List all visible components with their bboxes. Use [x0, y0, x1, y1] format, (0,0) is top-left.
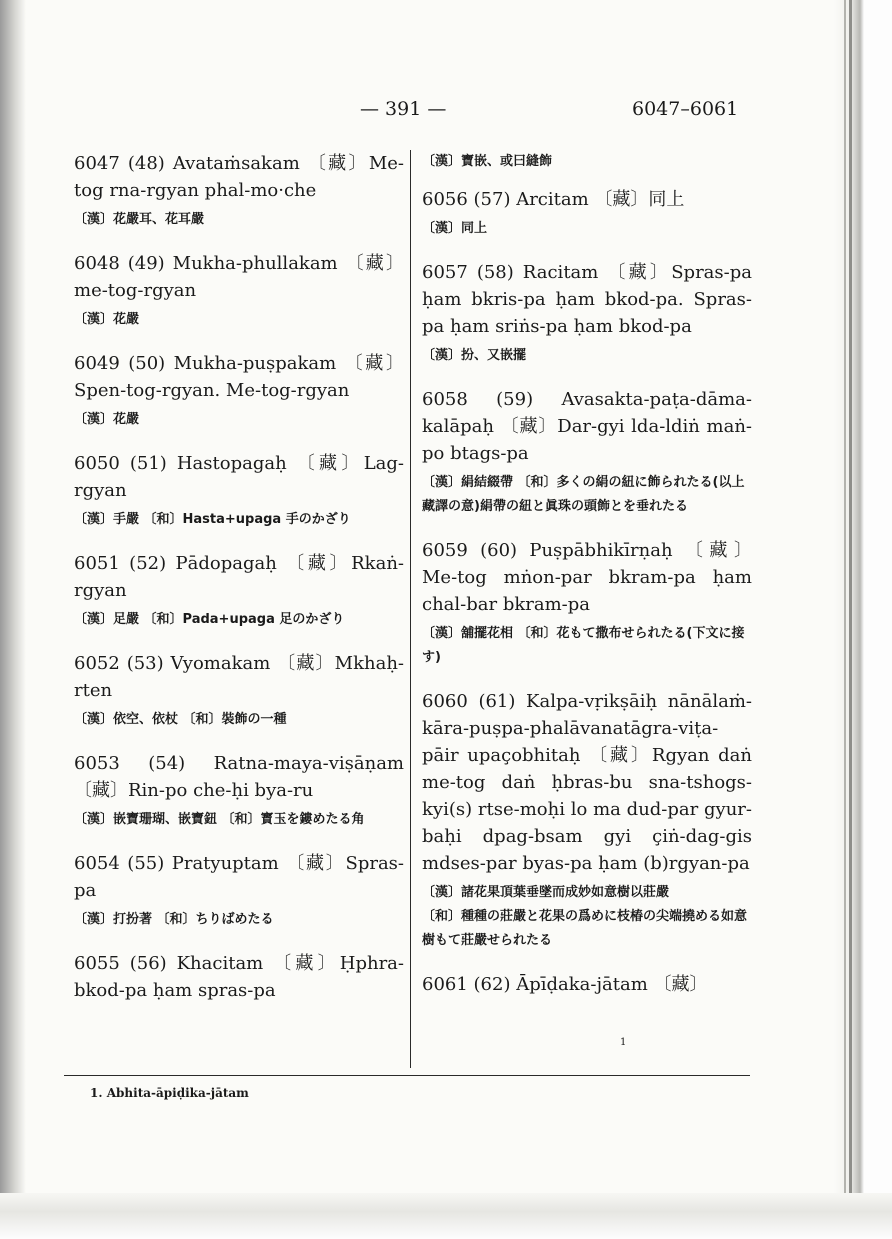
- entry-text: 6048 (49) Mukha-phullakam 〔藏〕 me-tog-rgyan: [74, 253, 404, 301]
- entry-text: 6058 (59) Avasakta-paṭa-dāma-kalāpaḥ 〔藏〕Dar-gyi lda-ldiṅ maṅ-po btags-pa: [422, 389, 752, 464]
- entry-gloss: 〔漢〕同上: [422, 221, 488, 236]
- dictionary-entry: [74, 750, 404, 832]
- entry-gloss: 〔漢〕花嚴: [74, 412, 140, 427]
- footnote-marker: 1: [620, 1037, 627, 1048]
- entry-gloss: 〔漢〕絹結綴帶 〔和〕多くの絹の紐に飾られたる(以上藏譯の意)絹帶の紐と眞珠の頭飾とを垂れたる: [422, 475, 745, 514]
- entry-gloss: 〔漢〕寶嵌、或曰縫飾: [422, 154, 553, 169]
- entry-text: 6059 (60) Puṣpābhikīrṇaḥ 〔藏〕Me-tog mṅon-par bkram-pa ḥam chal-bar bkram-pa: [422, 540, 752, 615]
- entry-text: 6047 (48) Avataṁsakam 〔藏〕Me-tog rna-rgyan phal-mo·che: [74, 153, 404, 201]
- entry-text: 6055 (56) Khacitam 〔藏〕Ḥphra-bkod-pa ḥam spras-pa: [74, 953, 404, 1001]
- dictionary-entry: [422, 537, 752, 670]
- dictionary-entry: [422, 386, 752, 519]
- scan-shadow-right: [834, 0, 892, 1239]
- dictionary-entry: [74, 550, 404, 632]
- dictionary-entry: [74, 250, 404, 332]
- entry-text: 6049 (50) Mukha-puṣpakam 〔藏〕 Spen-tog-rgyan. Me-tog-rgyan: [74, 353, 404, 401]
- entry-gloss: 〔漢〕扮、又嵌擺: [422, 348, 527, 363]
- entry-text: 6060 (61) Kalpa-vṛikṣāiḥ nānālaṁ-kāra-puṣpa-phalāvanatāgra-viṭa-pāir upaçobhitaḥ 〔藏〕Rgyan daṅ me-tog daṅ ḥbras-bu sna-tshogs-kyi(s) rtse-moḥi lo ma dud-par gyur-baḥi dpag-bsam gyi çiṅ-dag-gis mdses-par byas-pa ḥam (b)rgyan-pa: [422, 691, 752, 874]
- left-column: [74, 150, 404, 1022]
- entry-text: 6057 (58) Racitam 〔藏〕Spras-pa ḥam bkris-pa ḥam bkod-pa. Spras-pa ḥam sriṅs-pa ḥam bkod-pa: [422, 262, 752, 337]
- column-divider: [410, 150, 411, 1068]
- dictionary-entry: [74, 650, 404, 732]
- page-header: [0, 98, 892, 128]
- entry-gloss: 〔和〕種種の莊嚴と花果の爲めに枝椿の尖端撓める如意樹もて莊嚴せられたる: [422, 909, 748, 948]
- dictionary-entry-continuation: [422, 150, 752, 174]
- dictionary-entry: [74, 350, 404, 432]
- entry-gloss: 〔漢〕嵌寶珊瑚、嵌寶鈕 〔和〕寳玉を鏤めたる角: [74, 812, 365, 827]
- entry-gloss: 〔漢〕依空、依杖 〔和〕裝飾の一種: [74, 712, 287, 727]
- dictionary-entry: [422, 688, 752, 953]
- entry-gloss: 〔漢〕花嚴耳、花耳嚴: [74, 212, 205, 227]
- dictionary-entry: [74, 850, 404, 932]
- dictionary-entry: [422, 259, 752, 368]
- entry-text: 6051 (52) Pādopagaḥ 〔藏〕Rkaṅ-rgyan: [74, 553, 404, 601]
- entry-gloss: 〔漢〕手嚴 〔和〕Hasta+upaga 手のかざり: [74, 512, 351, 527]
- entry-text: 6061 (62) Āpīḍaka-jātam 〔藏〕: [422, 974, 708, 995]
- entry-text: 6052 (53) Vyomakam 〔藏〕Mkhaḥ-rten: [74, 653, 404, 701]
- entry-gloss: 〔漢〕打扮著 〔和〕ちりばめたる: [74, 912, 274, 927]
- entry-gloss: 〔漢〕足嚴 〔和〕Pada+upaga 足のかざり: [74, 612, 345, 627]
- right-column: [422, 150, 752, 1016]
- footnote-rule: [64, 1075, 750, 1076]
- entry-text: 6053 (54) Ratna-maya-viṣāṇam 〔藏〕Rin-po che-ḥi bya-ru: [74, 753, 404, 801]
- dictionary-entry: [422, 186, 752, 241]
- scan-shadow-bottom: [0, 1193, 892, 1239]
- dictionary-entry: [74, 950, 404, 1004]
- scan-shadow-left: [0, 0, 26, 1239]
- entry-gloss: 〔漢〕花嚴: [74, 312, 140, 327]
- page-number: — 391 —: [360, 98, 447, 120]
- entry-text: 6050 (51) Hastopagaḥ 〔藏〕Lag-rgyan: [74, 453, 404, 501]
- entry-text: 6054 (55) Pratyuptam 〔藏〕Spras-pa: [74, 853, 404, 901]
- dictionary-entry: [74, 150, 404, 232]
- footnote: 1. Abhita-āpiḍika-jātam: [90, 1086, 249, 1100]
- entry-gloss: 〔漢〕舖擺花相 〔和〕花もて撒布せられたる(下文に接す): [422, 626, 745, 665]
- dictionary-entry: [422, 971, 752, 998]
- entry-gloss: 〔漢〕諸花果頂葉垂墜而成妙如意樹以莊嚴: [422, 885, 670, 900]
- dictionary-entry: [74, 450, 404, 532]
- entry-text: 6056 (57) Arcitam 〔藏〕同上: [422, 189, 685, 210]
- entry-range: 6047–6061: [632, 98, 739, 120]
